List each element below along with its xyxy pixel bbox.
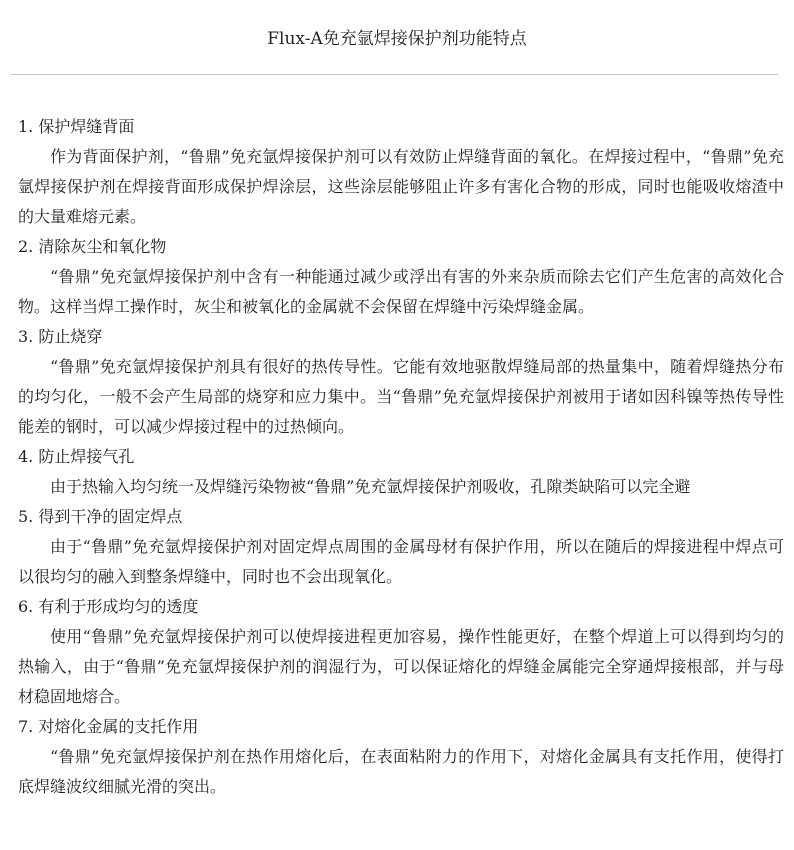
section-heading: 5. 得到干净的固定焊点 bbox=[18, 507, 183, 526]
title-divider bbox=[11, 74, 778, 75]
section-body: “鲁鼎”免充氩焊接保护剂在热作用熔化后，在表面粘附力的作用下，对熔化金属具有支托作用，使得打底焊缝波纹细腻光滑的突出。 bbox=[18, 747, 784, 796]
page-title: Flux-A免充氩焊接保护剂功能特点 bbox=[267, 29, 527, 49]
section-body: 使用“鲁鼎”免充氩焊接保护剂可以使焊接进程更加容易，操作性能更好，在整个焊道上可以得到均匀的热输入，由于“鲁鼎”免充氩焊接保护剂的润湿行为，可以保证熔化的焊缝金属能完全穿通焊接根部，并与母材稳固地熔合。 bbox=[18, 627, 784, 706]
section-body: “鲁鼎”免充氩焊接保护剂具有很好的热传导性。它能有效地驱散焊缝局部的热量集中，随着焊缝热分布的均匀化，一般不会产生局部的烧穿和应力集中。当“鲁鼎”免充氩焊接保护剂被用于诸如因科镍等热传导性能差的钢时，可以减少焊接过程中的过热倾向。 bbox=[18, 357, 784, 436]
section-body: 由于“鲁鼎”免充氩焊接保护剂对固定焊点周围的金属母材有保护作用，所以在随后的焊接进程中焊点可以很均匀的融入到整条焊缝中，同时也不会出现氧化。 bbox=[18, 537, 784, 586]
section-burn-through-prevention bbox=[18, 322, 784, 442]
section-back-protection bbox=[18, 112, 784, 232]
section-heading: 4. 防止焊接气孔 bbox=[18, 447, 135, 466]
section-clean-tack-welds bbox=[18, 502, 784, 592]
section-heading: 2. 清除灰尘和氧化物 bbox=[18, 237, 167, 256]
section-body: 作为背面保护剂，“鲁鼎”免充氩焊接保护剂可以有效防止焊缝背面的氧化。在焊接过程中，“鲁鼎”免充氩焊接保护剂在焊接背面形成保护焊涂层，这些涂层能够阻止许多有害化合物的形成，同时也能吸收熔渣中的大量难熔元素。 bbox=[18, 147, 784, 226]
section-heading: 3. 防止烧穿 bbox=[18, 327, 103, 346]
section-heading: 1. 保护焊缝背面 bbox=[18, 117, 135, 136]
section-porosity-prevention bbox=[18, 442, 784, 502]
section-heading: 6. 有利于形成均匀的透度 bbox=[18, 597, 199, 616]
section-body: “鲁鼎”免充氩焊接保护剂中含有一种能通过减少或浮出有害的外来杂质而除去它们产生危害的高效化合物。这样当焊工操作时，灰尘和被氧化的金属就不会保留在焊缝中污染焊缝金属。 bbox=[18, 267, 784, 316]
article-content bbox=[18, 112, 784, 802]
section-dust-oxide-removal bbox=[18, 232, 784, 322]
section-body: 由于热输入均匀统一及焊缝污染物被“鲁鼎”免充氩焊接保护剂吸收，孔隙类缺陷可以完全避 bbox=[50, 477, 691, 496]
section-uniform-penetration bbox=[18, 592, 784, 712]
section-heading: 7. 对熔化金属的支托作用 bbox=[18, 717, 199, 736]
section-molten-metal-support bbox=[18, 712, 784, 802]
